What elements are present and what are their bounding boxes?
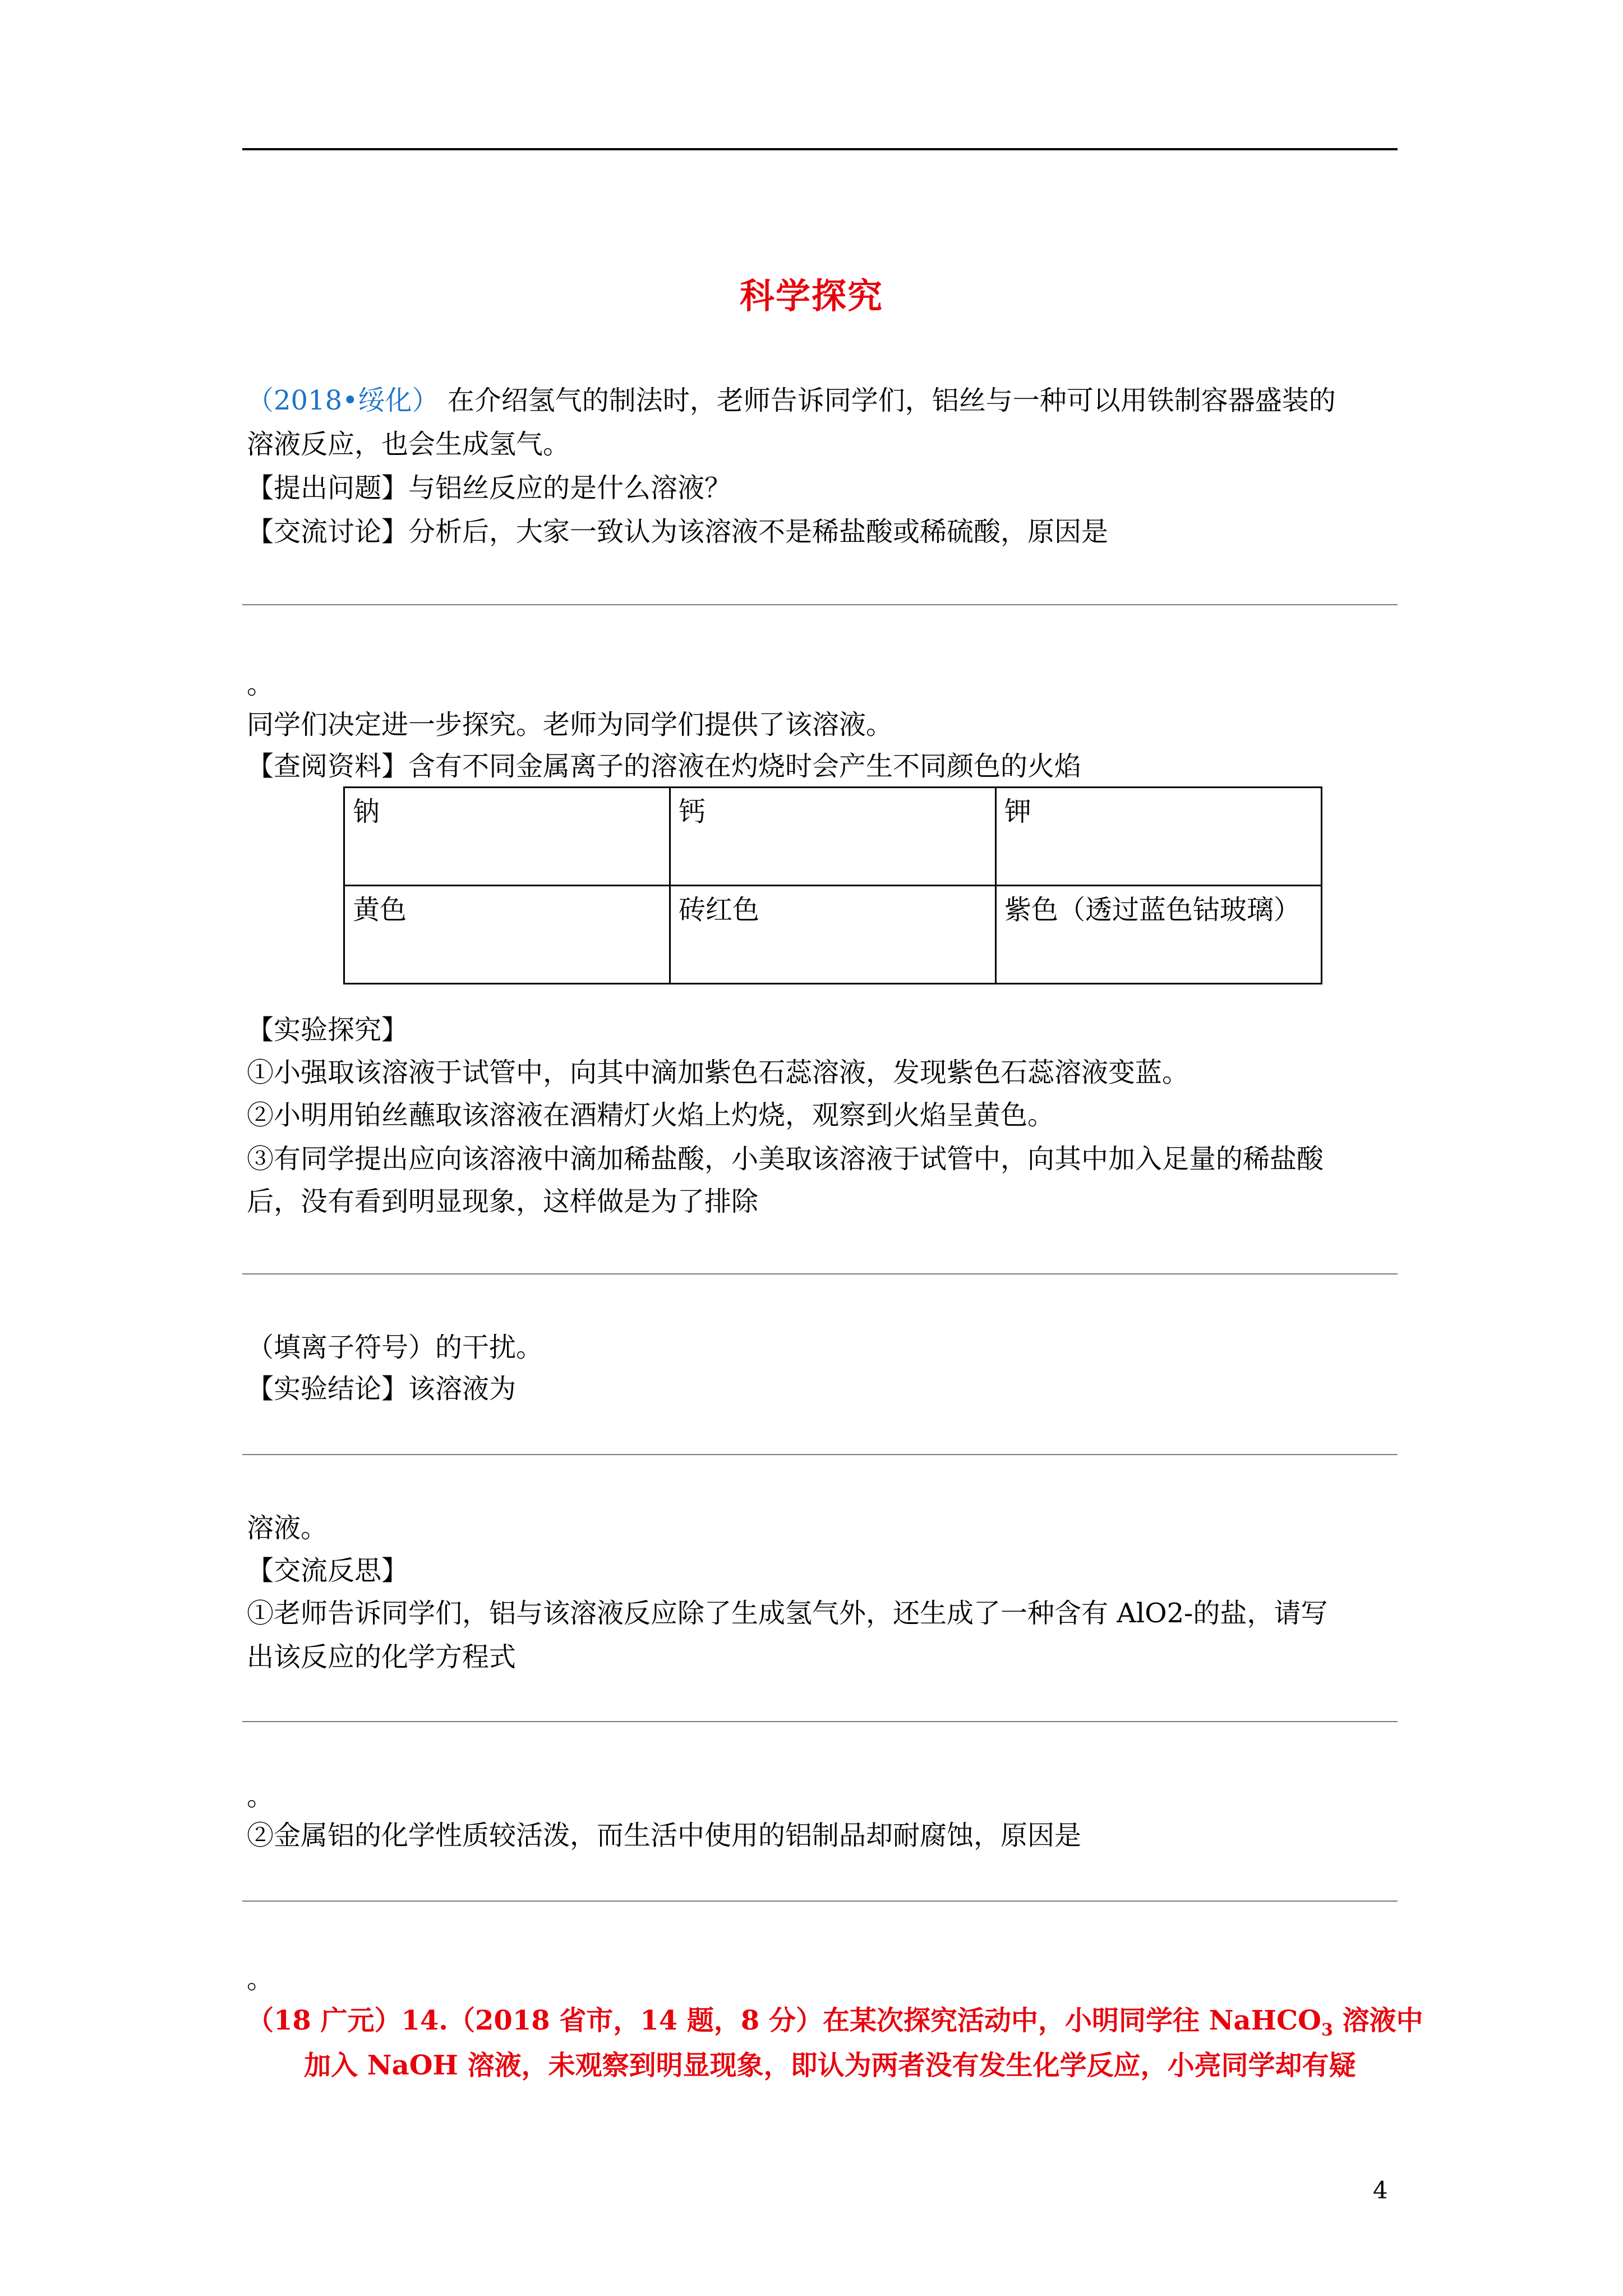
flame-color-table [343,786,1322,984]
answer-blank-3 [242,1454,1398,1455]
answer-blank-4 [242,1721,1398,1722]
q2-line-1 [247,2000,1423,2051]
table-cell-calcium: 钙 [670,788,996,886]
table-cell-potassium: 钾 [996,788,1322,886]
table-cell-sodium: 钠 [344,788,670,886]
experiment-step-3-line-2: 后，没有看到明显现象，这样做是为了排除 [247,1186,759,1217]
q2-prefix: （18 广元）14.（2018 省市，14 题，8 分）在某次探究活动中，小明同学往 NaHCO [247,2005,1321,2036]
q2-line-2: 加入 NaOH 溶液，未观察到明显现象，即认为两者没有发生化学反应，小亮同学却有疑 [304,2050,1356,2081]
solution-suffix: 溶液。 [247,1512,328,1544]
experiment-heading: 【实验探究】 [247,1014,409,1046]
q1-discussion: 【交流讨论】分析后，大家一致认为该溶液不是稀盐酸或稀硫酸，原因是 [247,516,1109,547]
header-rule [242,148,1398,150]
q1-question: 【提出问题】与铝丝反应的是什么溶液？ [247,472,732,504]
reflection-heading: 【交流反思】 [247,1555,409,1586]
answer-blank-2 [242,1273,1398,1274]
experiment-conclusion: 【实验结论】该溶液为 [247,1373,517,1405]
q1-further: 同学们决定进一步探究。老师为同学们提供了该溶液。 [247,709,893,740]
experiment-step-3-line-1: ③有同学提出应向该溶液中滴加稀盐酸，小美取该溶液于试管中，向其中加入足量的稀盐酸 [247,1143,1324,1175]
page-title: 科学探究 [739,275,883,316]
reflection-1-line-1: ①老师告诉同学们，铝与该溶液反应除了生成氢气外，还生成了一种含有 AlO2-的盐，请写 [247,1598,1328,1629]
q2-subscript: 3 [1321,2020,1333,2040]
period-2: 。 [247,1780,274,1812]
period-1: 。 [247,669,274,700]
fill-ion-note: （填离子符号）的干扰。 [247,1332,543,1363]
q1-intro-text-1: 在介绍氢气的制法时，老师告诉同学们，铝丝与一种可以用铁制容器盛装的 [447,385,1336,416]
answer-blank-1 [242,604,1398,605]
table-cell-brick-red: 砖红色 [670,886,996,984]
experiment-step-1: ①小强取该溶液于试管中，向其中滴加紫色石蕊溶液，发现紫色石蕊溶液变蓝。 [247,1057,1189,1088]
experiment-step-2: ②小明用铂丝蘸取该溶液在酒精灯火焰上灼烧，观察到火焰呈黄色。 [247,1099,1055,1131]
period-3: 。 [247,1963,274,1995]
q2-suffix: 溶液中 [1332,2005,1423,2036]
q1-intro-line-2: 溶液反应，也会生成氢气。 [247,429,570,460]
q1-lookup: 【查阅资料】含有不同金属离子的溶液在灼烧时会产生不同颜色的火焰 [247,751,1082,782]
reflection-1-line-2: 出该反应的化学方程式 [247,1641,517,1673]
answer-blank-5 [242,1901,1398,1902]
table-row [344,886,1322,984]
q1-intro-line-1 [247,380,1336,421]
table-cell-purple: 紫色（透过蓝色钴玻璃） [996,886,1322,984]
table-cell-yellow: 黄色 [344,886,670,984]
page-number: 4 [1373,2177,1388,2204]
q1-source: （2018•绥化） [247,385,439,416]
reflection-2: ②金属铝的化学性质较活泼，而生活中使用的铝制品却耐腐蚀，原因是 [247,1820,1082,1851]
table-row [344,788,1322,886]
